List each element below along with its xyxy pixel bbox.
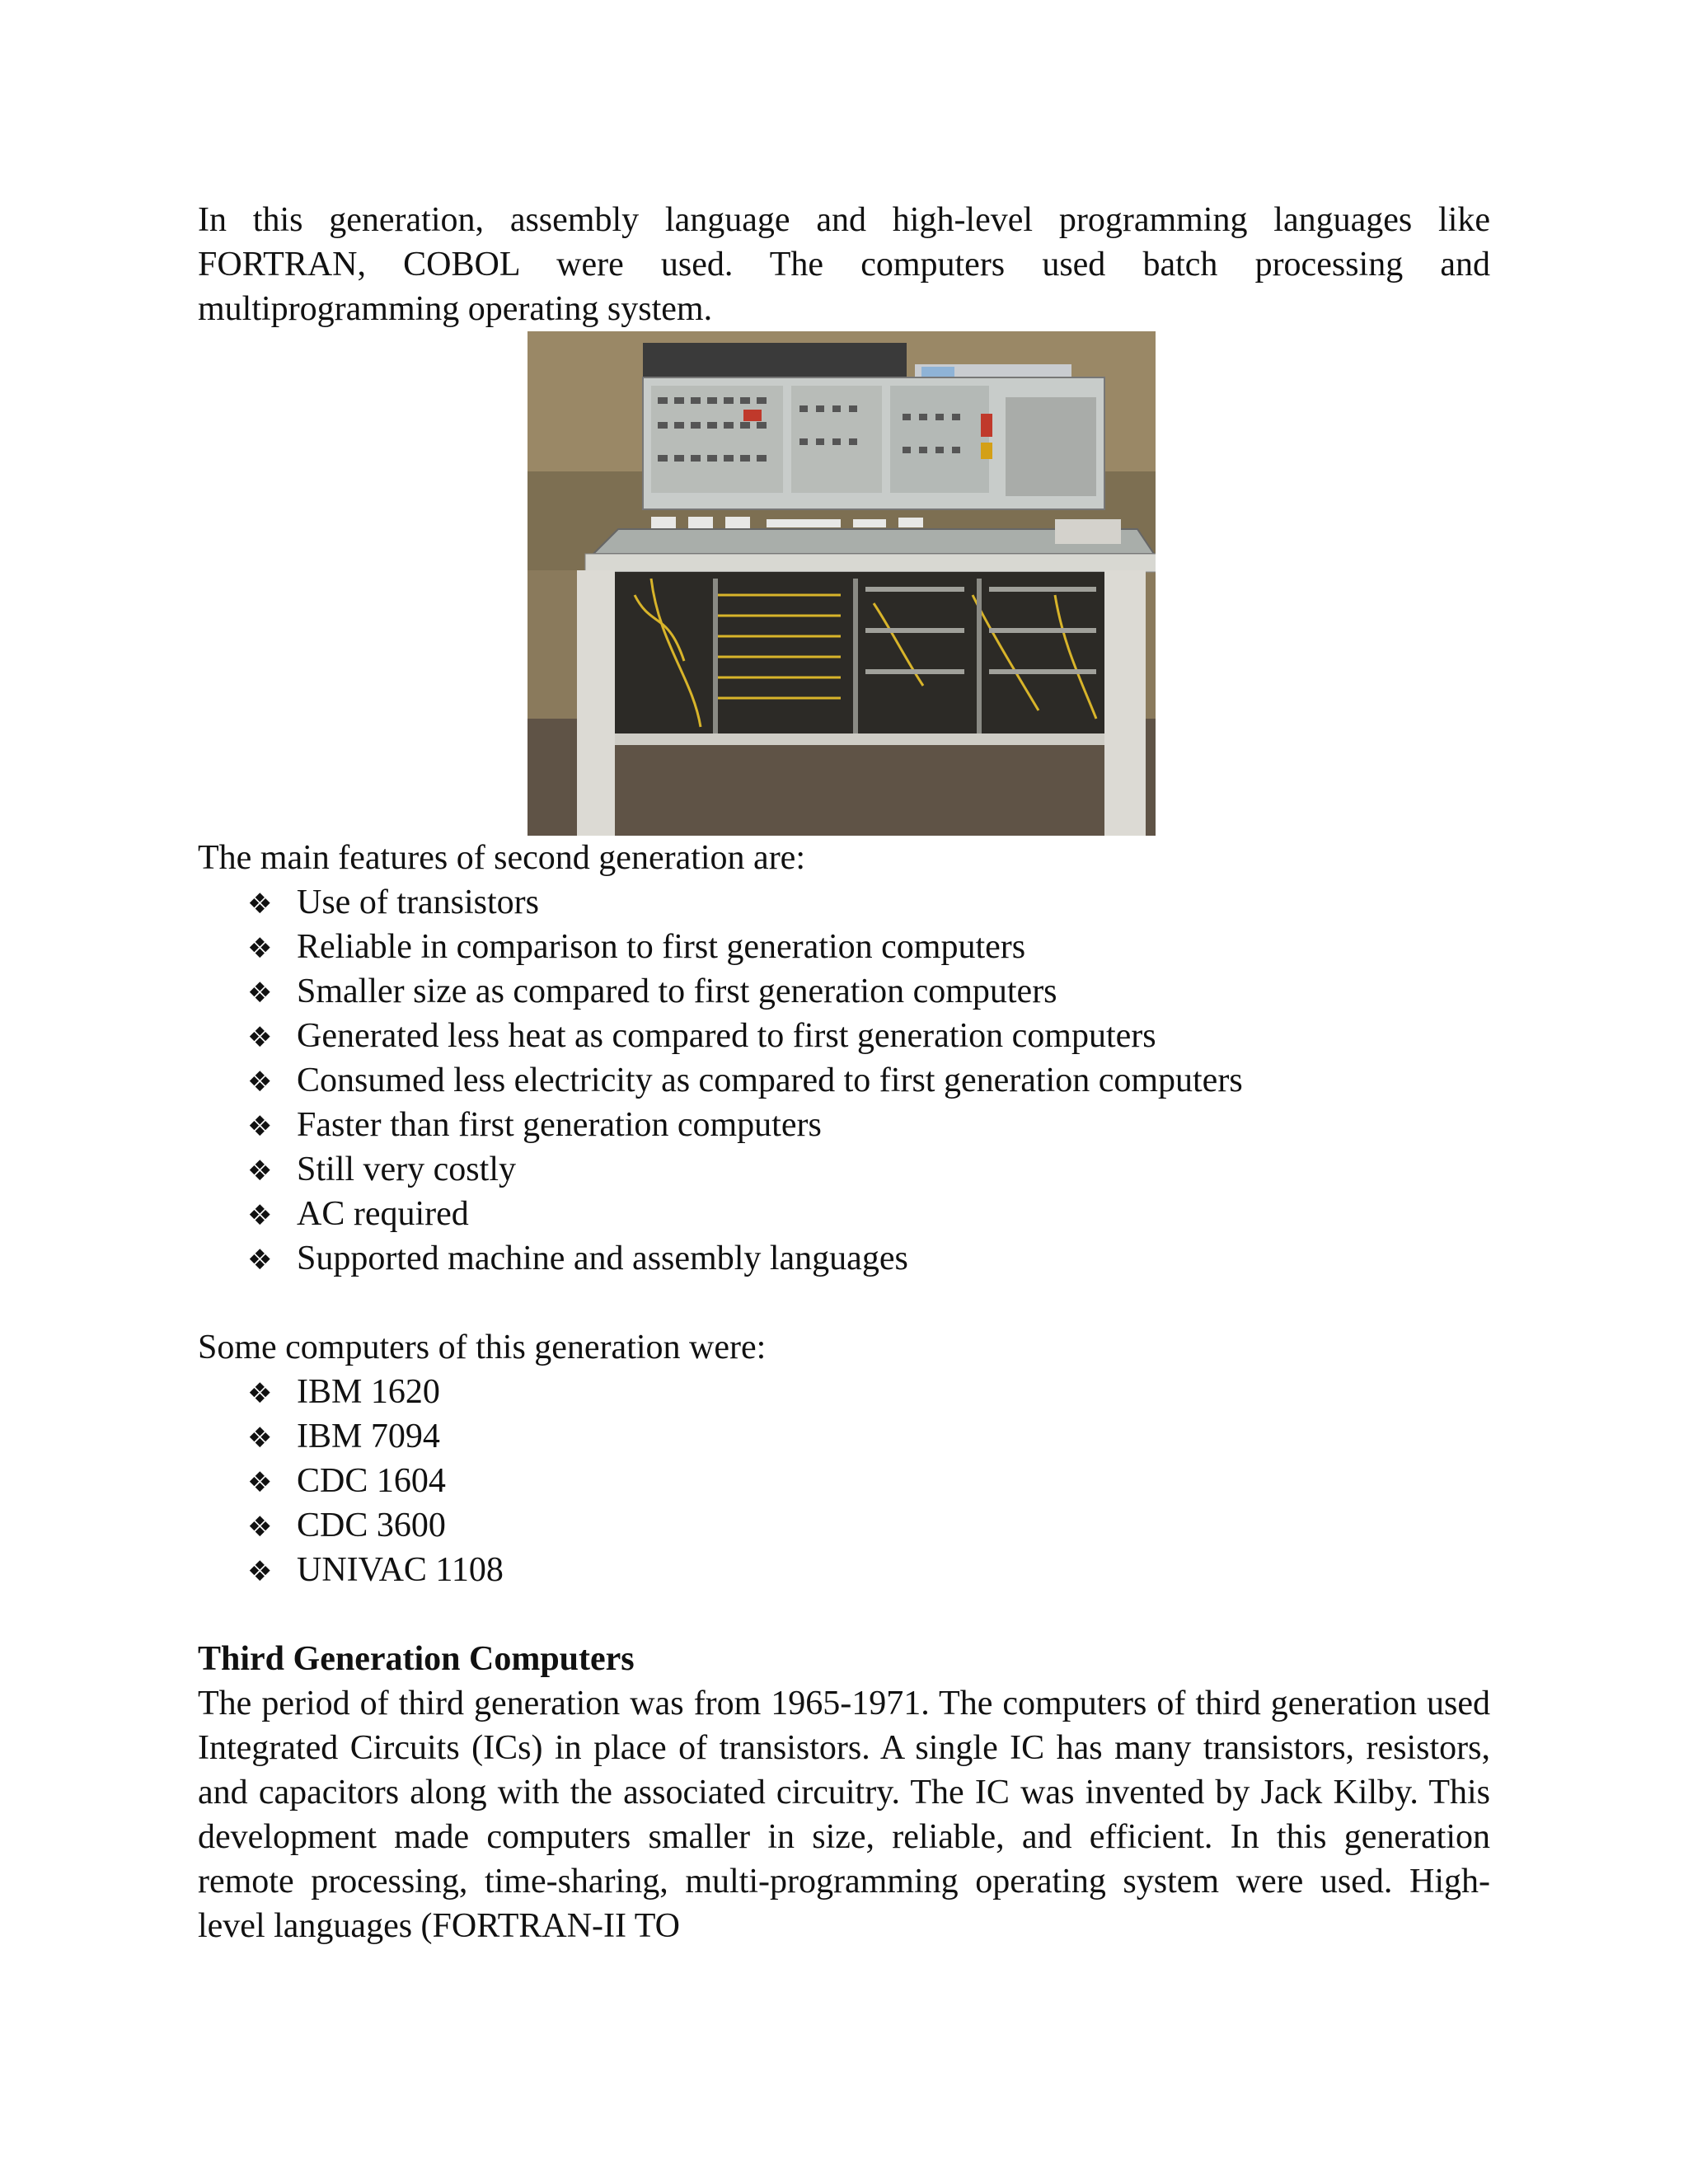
diamond-bullet-icon: ❖ [247, 1466, 273, 1499]
spacer [198, 1592, 1490, 1637]
document-page [198, 198, 1490, 1948]
list-item: ❖ Still very costly [247, 1147, 1490, 1192]
computers-heading: Some computers of this generation were: [198, 1329, 767, 1366]
diamond-bullet-icon: ❖ [247, 1244, 273, 1277]
computers-list [198, 1370, 1490, 1592]
diamond-bullet-icon: ❖ [247, 1555, 273, 1588]
list-item: ❖ CDC 1604 [247, 1459, 1490, 1503]
computer-console-photo [528, 331, 1156, 836]
spacer [198, 1281, 1490, 1325]
diamond-bullet-icon: ❖ [247, 977, 273, 1010]
intro-paragraph: In this generation, assembly language and high-level programming languages like FORTRAN, COBOL were used. The computers used batch processing and multiprogramming operating system. [198, 201, 1490, 328]
features-heading: The main features of second generation are: [198, 839, 805, 877]
list-item: ❖ Use of transistors [247, 880, 1490, 925]
list-item: ❖ Smaller size as compared to first generation computers [247, 969, 1490, 1014]
list-item: ❖ IBM 7094 [247, 1414, 1490, 1459]
features-list [198, 880, 1490, 1281]
diamond-bullet-icon: ❖ [247, 1422, 273, 1455]
list-item: ❖ IBM 1620 [247, 1370, 1490, 1414]
diamond-bullet-icon: ❖ [247, 932, 273, 965]
diamond-bullet-icon: ❖ [247, 1199, 273, 1232]
list-item: ❖ Generated less heat as compared to first generation computers [247, 1014, 1490, 1058]
diamond-bullet-icon: ❖ [247, 1377, 273, 1410]
diamond-bullet-icon: ❖ [247, 1155, 273, 1188]
section-heading: Third Generation Computers [198, 1640, 635, 1678]
list-item: ❖ Reliable in comparison to first generation computers [247, 925, 1490, 969]
list-item: ❖ Faster than first generation computers [247, 1103, 1490, 1147]
diamond-bullet-icon: ❖ [247, 888, 273, 921]
diamond-bullet-icon: ❖ [247, 1511, 273, 1544]
list-item: ❖ UNIVAC 1108 [247, 1548, 1490, 1592]
list-item: ❖ Supported machine and assembly languages [247, 1236, 1490, 1281]
list-item: ❖ AC required [247, 1192, 1490, 1236]
third-generation-paragraph: The period of third generation was from 1965-1971. The computers of third generation used Integrated Circuits (ICs) in place of transistors. A single IC has many transistors, resistors, and capacitors along with the associated circuitry. The IC was invented by Jack Kilby. This development made computers smaller in size, reliable, and efficient. In this generation remote processing, time-sharing, multi-programming operating system were used. High-level languages (FORTRAN-II TO [198, 1685, 1490, 1945]
diamond-bullet-icon: ❖ [247, 1021, 273, 1054]
list-item: ❖ CDC 3600 [247, 1503, 1490, 1548]
computer-console-icon [528, 331, 1156, 836]
diamond-bullet-icon: ❖ [247, 1110, 273, 1143]
diamond-bullet-icon: ❖ [247, 1066, 273, 1099]
list-item: ❖ Consumed less electricity as compared to first generation computers [247, 1058, 1490, 1103]
